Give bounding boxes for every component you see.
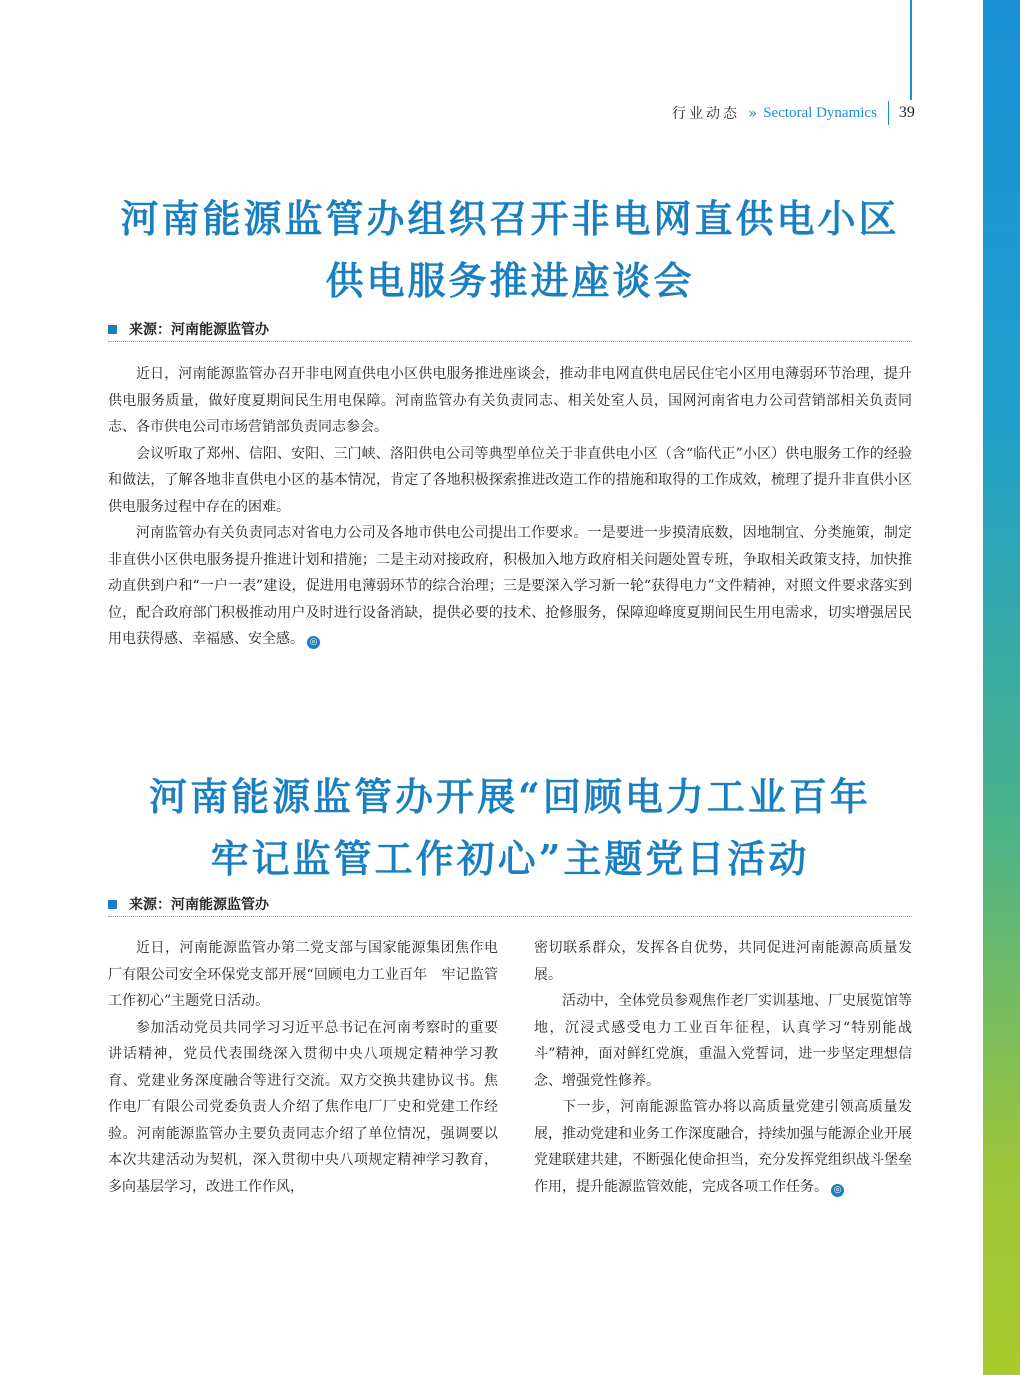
chevron-right-icon: » (748, 104, 758, 122)
end-mark-icon: ◎ (831, 1184, 844, 1197)
article2-source (108, 891, 912, 917)
article2-left-column (108, 935, 498, 1200)
article2-paragraph (534, 1094, 912, 1200)
header-vertical-rule (910, 0, 912, 100)
article1-paragraph (108, 520, 912, 653)
article1-dotted-rule (108, 341, 912, 342)
article2-paragraph-text: 下一步，河南能源监管办将以高质量党建引领高质量发展，推动党建和业务工作深度融合，持续加强与能源企业开展党建联建共建，不断强化使命担当，充分发挥党组织战斗堡垒作用，提升能源监管效能，完成各项工作任务。 (534, 1099, 912, 1195)
article1-paragraph-text: 河南监管办有关负责同志对省电力公司及各地市供电公司提出工作要求。一是要进一步摸清底数，因地制宜、分类施策，制定非直供小区供电服务提升推进计划和措施；二是主动对接政府，积极加入地方政府相关问题处置专班，争取相关政策支持，加快推动直供到户和“一户一表”建设，促进用电薄弱环节的综合治理；三是要深入学习新一轮“获得电力”文件精神，对照文件要求落实到位，配合政府部门积极推动用户及时进行设备消缺，提供必要的技术、抢修服务，保障迎峰度夏期间民生用电需求，切实增强居民用电获得感、幸福感、安全感。 (108, 525, 912, 647)
article1-source (108, 316, 912, 342)
article1-source-text: 来源：河南能源监管办 (129, 322, 269, 338)
section-name-cn: 行业动态 (672, 106, 740, 122)
article1-title-line1: 河南能源监管办组织召开非电网直供电小区 (120, 196, 900, 241)
article1-title-line2: 供电服务推进座谈会 (325, 258, 695, 303)
article2-dotted-rule (108, 916, 912, 917)
article2-paragraph: 参加活动党员共同学习习近平总书记在河南考察时的重要讲话精神，党员代表围绕深入贯彻中央八项规定精神学习教育、党建业务深度融合等进行交流。双方交换共建协议书。焦作电厂有限公司党委负责人介绍了焦作电厂厂史和党建工作经验。河南能源监管办主要负责同志介绍了单位情况，强调要以本次共建活动为契机，深入贯彻中央八项规定精神学习教育，多向基层学习，改进工作作风， (108, 1019, 498, 1195)
running-head (672, 100, 915, 126)
article1-paragraph: 近日，河南能源监管办召开非电网直供电小区供电服务推进座谈会，推动非电网直供电居民住宅小区用电薄弱环节治理，提升供电服务质量，做好度夏期间民生用电保障。河南监管办有关负责同志、相关处室人员，国网河南省电力公司营销部相关负责同志、各市供电公司市场营销部负责同志参会。 (108, 366, 912, 435)
article2-title-line1: 河南能源监管办开展“回顾电力工业百年 (149, 774, 871, 819)
article2-right-column (534, 935, 912, 1200)
article2-paragraph: 近日，河南能源监管办第二党支部与国家能源集团焦作电厂有限公司安全环保党支部开展“回顾电力工业百年 牢记监管工作初心”主题党日活动。 (108, 940, 498, 1009)
article2-title (100, 766, 920, 890)
decorative-gradient-sidebar (983, 0, 1020, 1375)
article1-title (100, 188, 920, 312)
square-bullet-icon (108, 325, 117, 334)
section-name-en: Sectoral Dynamics (763, 104, 877, 121)
divider (888, 101, 889, 125)
end-mark-icon: ◎ (307, 636, 320, 649)
page-number: 39 (898, 104, 915, 121)
article2-paragraph: 活动中，全体党员参观焦作老厂实训基地、厂史展览馆等地，沉浸式感受电力工业百年征程，认真学习“特别能战斗”精神，面对鲜红党旗，重温入党誓词，进一步坚定理想信念、增强党性修养。 (534, 993, 912, 1089)
square-bullet-icon (108, 900, 117, 909)
article1-body (108, 361, 912, 653)
article2-title-line2: 牢记监管工作初心”主题党日活动 (210, 836, 810, 881)
article2-paragraph-continued: 密切联系群众，发挥各自优势，共同促进河南能源高质量发展。 (534, 940, 912, 983)
article1-paragraph: 会议听取了郑州、信阳、安阳、三门峡、洛阳供电公司等典型单位关于非直供电小区（含“临代正”小区）供电服务工作的经验和做法，了解各地非直供电小区的基本情况，肯定了各地积极探索推进改造工作的措施和取得的工作成效，梳理了提升非直供小区供电服务过程中存在的困难。 (108, 445, 912, 515)
article2-source-text: 来源：河南能源监管办 (129, 897, 269, 913)
